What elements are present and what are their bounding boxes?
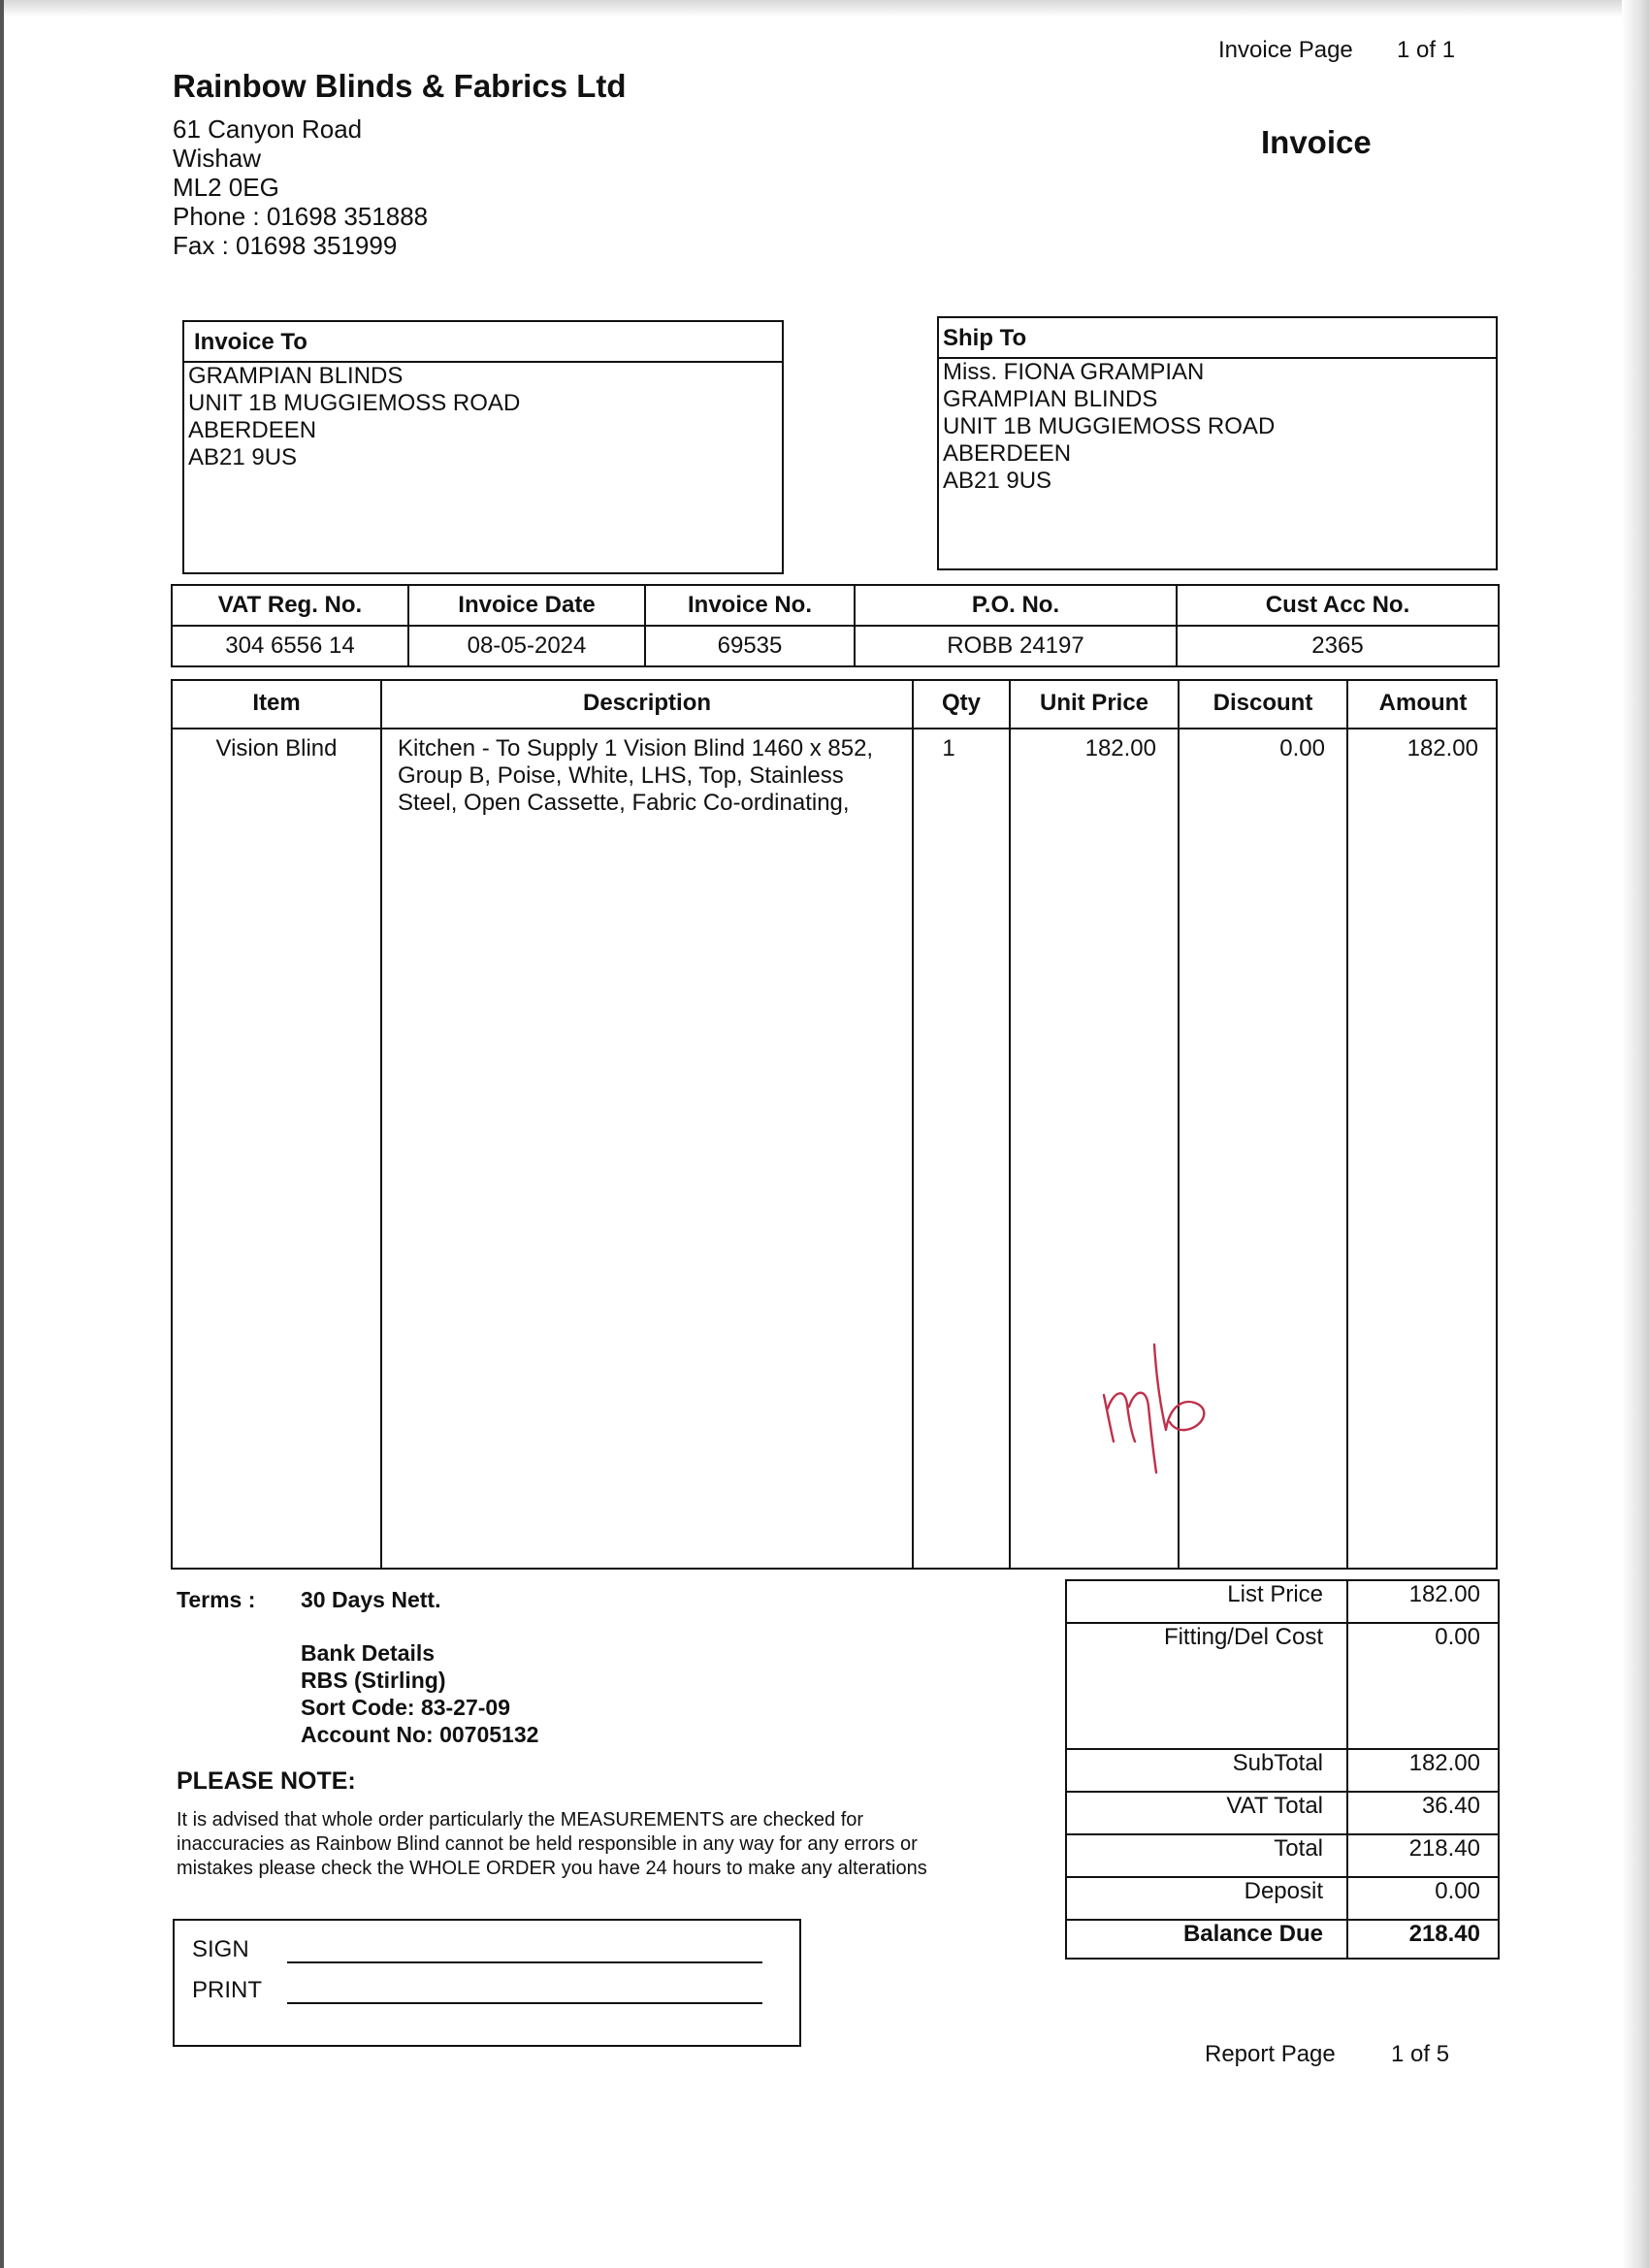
terms-label: Terms : <box>177 1587 256 1612</box>
invoice-no-header: Invoice No. <box>645 585 855 626</box>
print-label: PRINT <box>192 1977 262 2003</box>
address-line: ABERDEEN <box>188 417 317 443</box>
balance-label: Balance Due <box>1182 1921 1323 1947</box>
address-line: AB21 9US <box>943 468 1052 494</box>
bank-line: Sort Code: 83-27-09 <box>301 1695 511 1720</box>
list-price-value: 182.00 <box>1408 1581 1480 1607</box>
signature-box <box>173 1919 801 2047</box>
deposit-row <box>1067 1878 1498 1921</box>
po-no-header: P.O. No. <box>855 585 1177 626</box>
invoice-to-address <box>184 363 782 471</box>
address-line: GRAMPIAN BLINDS <box>943 386 1158 412</box>
invoice-date-value: 08-05-2024 <box>408 626 645 666</box>
phone-line: Phone : 01698 351888 <box>173 202 429 231</box>
bank-line: RBS (Stirling) <box>301 1668 446 1693</box>
address-line: Wishaw <box>173 144 262 173</box>
document-title: Invoice <box>1261 124 1372 160</box>
ship-to-box <box>937 316 1498 570</box>
description-line: Group B, Poise, White, LHS, Top, Stainless <box>398 762 844 789</box>
ship-to-heading: Ship To <box>939 318 1496 359</box>
item-name: Vision Blind <box>215 735 338 761</box>
item-header: Item <box>252 690 301 716</box>
scan-shadow-right <box>1622 0 1649 2268</box>
balance-value: 218.40 <box>1408 1921 1480 1947</box>
cust-acc-header: Cust Acc No. <box>1177 585 1499 626</box>
total-value: 218.40 <box>1408 1835 1480 1862</box>
invoice-to-box <box>182 320 784 574</box>
fitting-value: 0.00 <box>1435 1624 1480 1650</box>
sign-line[interactable] <box>287 1961 762 1963</box>
invoice-date-header: Invoice Date <box>408 585 645 626</box>
items-header-row <box>173 681 1496 729</box>
vat-reg-value: 304 6556 14 <box>172 626 408 666</box>
scan-shadow-top <box>0 0 1649 17</box>
address-line: AB21 9US <box>188 444 298 470</box>
column-divider <box>1009 681 1011 1568</box>
ship-to-address <box>939 359 1496 495</box>
fitting-label: Fitting/Del Cost <box>1163 1624 1323 1650</box>
note-line: mistakes please check the WHOLE ORDER you have 24 hours to make any alterations <box>177 1858 927 1879</box>
address-line: UNIT 1B MUGGIEMOSS ROAD <box>943 413 1276 439</box>
vat-row <box>1067 1793 1498 1835</box>
amount-header: Amount <box>1378 690 1468 716</box>
bank-line: Account No: 00705132 <box>301 1722 539 1747</box>
address-line: 61 Canyon Road <box>173 114 363 144</box>
please-note-text <box>177 1808 1030 1881</box>
invoice-to-heading: Invoice To <box>184 322 782 363</box>
vat-reg-header: VAT Reg. No. <box>172 585 408 626</box>
sign-label: SIGN <box>192 1936 249 1962</box>
deposit-value: 0.00 <box>1435 1878 1480 1904</box>
address-line: GRAMPIAN BLINDS <box>188 363 404 389</box>
item-qty: 1 <box>942 735 955 761</box>
subtotal-value: 182.00 <box>1408 1750 1480 1776</box>
fax-line: Fax : 01698 351999 <box>173 231 398 260</box>
vat-label: VAT Total <box>1226 1793 1323 1819</box>
note-line: inaccuracies as Rainbow Blind cannot be held responsible in any way for any errors or <box>177 1833 918 1855</box>
note-line: It is advised that whole order particularly the MEASUREMENTS are checked for <box>177 1809 864 1831</box>
invoice-info-table <box>171 584 1500 667</box>
address-line: UNIT 1B MUGGIEMOSS ROAD <box>188 390 521 416</box>
column-divider <box>380 681 382 1568</box>
address-line: ABERDEEN <box>943 440 1072 467</box>
list-price-row <box>1067 1581 1498 1624</box>
scan-edge-left <box>0 0 4 2268</box>
invoice-page-value: 1 of 1 <box>1397 37 1456 63</box>
items-table <box>171 679 1498 1570</box>
deposit-label: Deposit <box>1244 1878 1323 1904</box>
total-row <box>1067 1835 1498 1878</box>
item-description <box>398 735 902 817</box>
qty-header: Qty <box>941 690 981 716</box>
report-page-value: 1 of 5 <box>1391 2041 1450 2067</box>
po-no-value: ROBB 24197 <box>855 626 1177 666</box>
list-price-label: List Price <box>1227 1581 1323 1607</box>
column-divider <box>1346 681 1348 1568</box>
description-line: Kitchen - To Supply 1 Vision Blind 1460 x 852, <box>398 735 874 761</box>
totals-box <box>1065 1579 1500 1960</box>
please-note-heading: PLEASE NOTE: <box>177 1767 356 1795</box>
total-label: Total <box>1274 1835 1323 1862</box>
print-line[interactable] <box>287 2002 762 2004</box>
item-discount: 0.00 <box>1279 735 1325 761</box>
address-line: Miss. FIONA GRAMPIAN <box>943 359 1205 385</box>
report-page-label: Report Page <box>1205 2041 1336 2067</box>
vat-value: 36.40 <box>1421 1793 1480 1819</box>
balance-row <box>1067 1921 1498 1960</box>
description-line: Steel, Open Cassette, Fabric Co-ordinating, <box>398 790 850 816</box>
subtotal-row <box>1067 1750 1498 1793</box>
item-unit-price: 182.00 <box>1084 735 1156 761</box>
handwritten-initials <box>1092 1337 1228 1482</box>
fitting-row <box>1067 1624 1498 1750</box>
bank-details <box>301 1639 538 1748</box>
unit-price-header: Unit Price <box>1039 690 1149 716</box>
invoice-page-label: Invoice Page <box>1218 37 1353 63</box>
bank-line: Bank Details <box>301 1640 436 1666</box>
cust-acc-value: 2365 <box>1177 626 1499 666</box>
invoice-no-value: 69535 <box>645 626 855 666</box>
item-amount: 182.00 <box>1406 735 1478 761</box>
address-line: ML2 0EG <box>173 173 279 202</box>
terms-value: 30 Days Nett. <box>301 1587 441 1612</box>
description-header: Description <box>582 690 712 716</box>
column-divider <box>912 681 914 1568</box>
discount-header: Discount <box>1212 690 1313 716</box>
subtotal-label: SubTotal <box>1232 1750 1323 1776</box>
company-name: Rainbow Blinds & Fabrics Ltd <box>173 68 627 104</box>
